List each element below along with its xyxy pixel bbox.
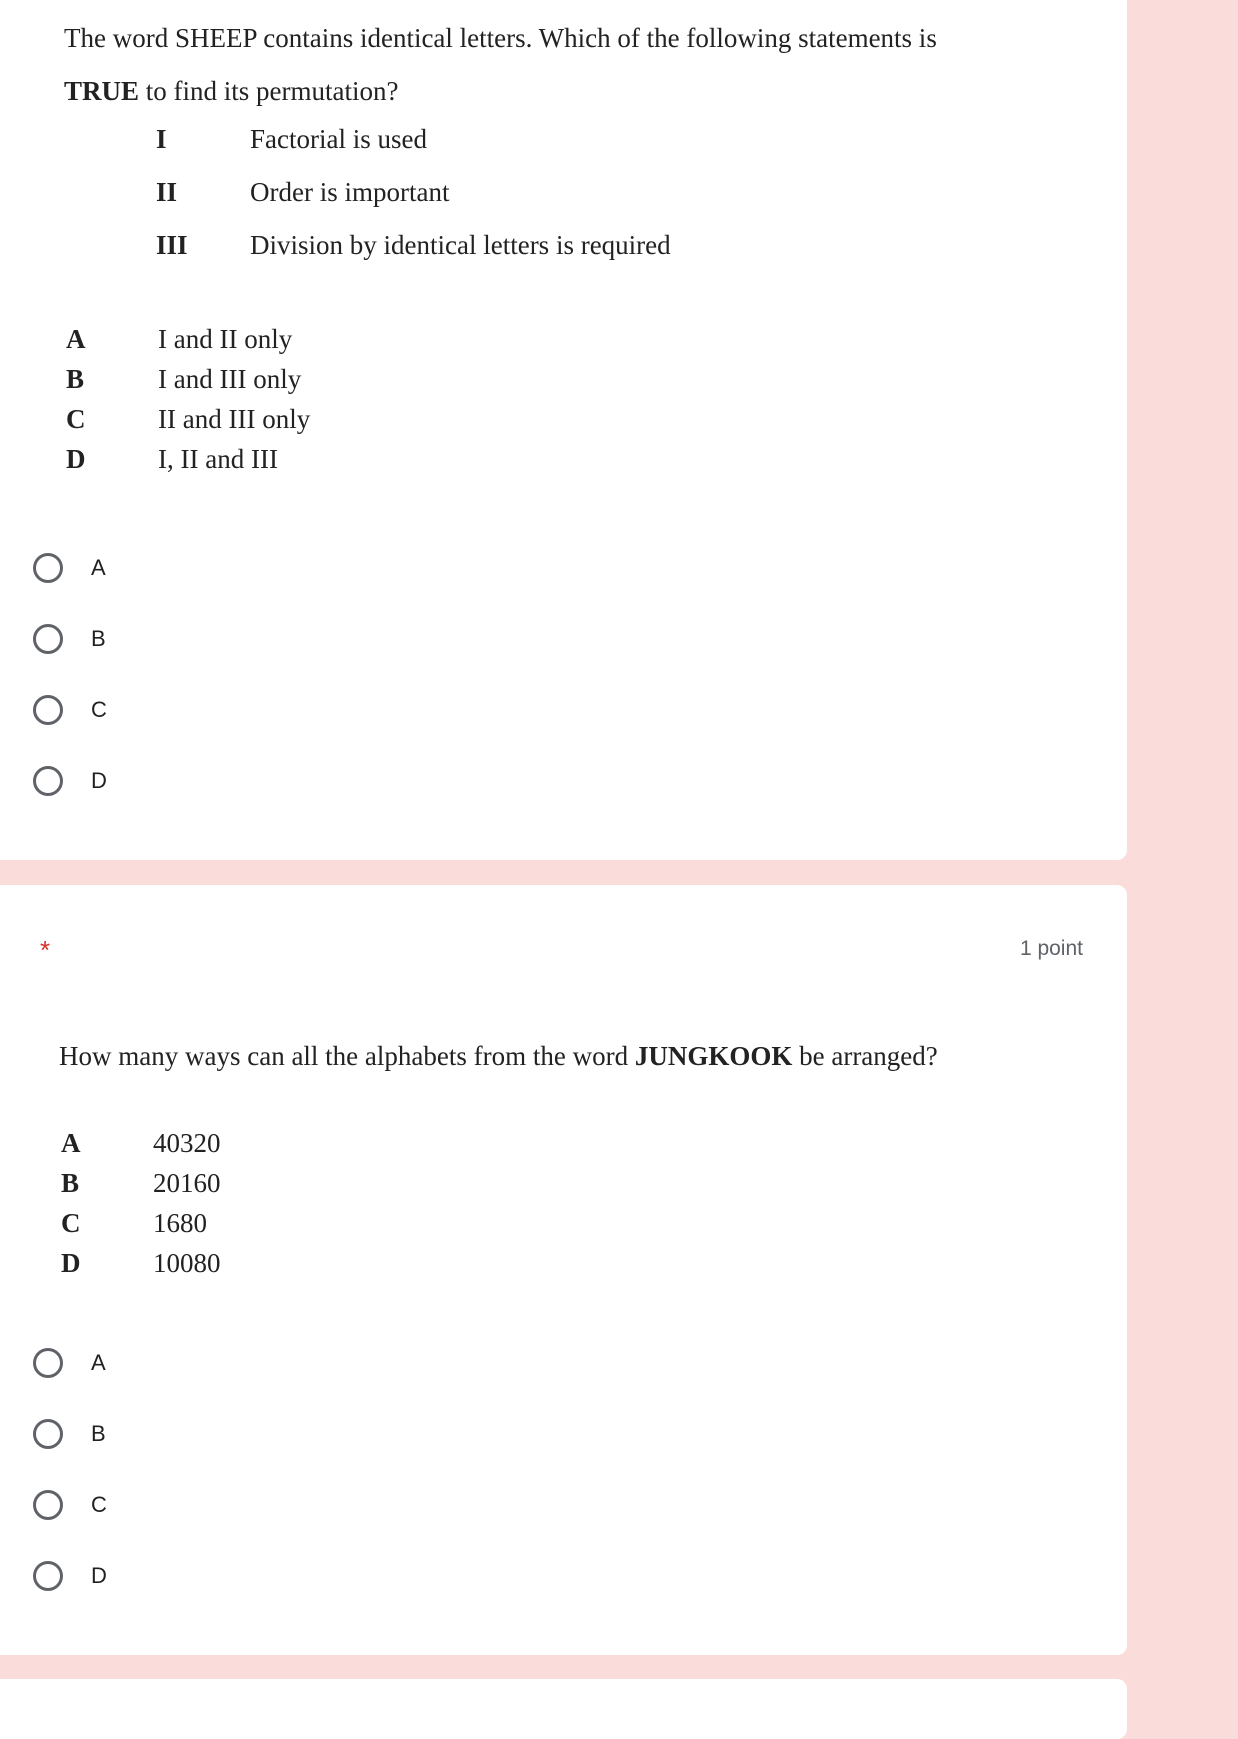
radio-label: A: [91, 555, 106, 580]
option-text: 20160: [153, 1168, 221, 1198]
radio-choice-b[interactable]: [33, 1414, 106, 1454]
option-key: A: [66, 324, 86, 354]
radio-button[interactable]: [33, 624, 63, 654]
radio-button[interactable]: [33, 695, 63, 725]
option-text: I and II only: [158, 324, 293, 354]
option-text: 40320: [153, 1128, 221, 1158]
radio-choice-c[interactable]: [33, 690, 107, 730]
radio-choice-c[interactable]: [33, 1485, 107, 1525]
option-text: I and III only: [158, 364, 302, 394]
question-card-1: [0, 0, 1127, 860]
statement-number: II: [156, 177, 178, 207]
radio-button[interactable]: [33, 1490, 63, 1520]
statement-text: Division by identical letters is required: [250, 230, 671, 260]
radio-choice-b[interactable]: [33, 619, 106, 659]
radio-button[interactable]: [33, 1348, 63, 1378]
required-asterisk: *: [40, 935, 51, 965]
question-line-2: to find its permutation?: [139, 76, 399, 106]
question-text-before: How many ways can all the alphabets from the word: [59, 1041, 635, 1071]
question-text-after: be arranged?: [792, 1041, 938, 1071]
radio-label: A: [91, 1350, 106, 1375]
option-key: C: [61, 1208, 81, 1238]
statement-text: Factorial is used: [250, 124, 427, 154]
radio-button[interactable]: [33, 553, 63, 583]
question-line-1: The word SHEEP contains identical letters. Which of the following statements is: [64, 23, 937, 53]
radio-choice-a[interactable]: [33, 548, 106, 588]
radio-choice-d[interactable]: [33, 761, 107, 801]
option-key: B: [61, 1168, 80, 1198]
question-text: [64, 12, 1064, 118]
statement-number: III: [156, 230, 188, 260]
option-key: D: [61, 1248, 81, 1278]
option-text: 10080: [153, 1248, 221, 1278]
radio-label: D: [91, 768, 107, 793]
radio-label: C: [91, 1492, 107, 1517]
points-label: 1 point: [1019, 937, 1083, 960]
radio-label: B: [91, 1421, 106, 1446]
option-text: II and III only: [158, 404, 311, 434]
question-bold-word: JUNGKOOK: [634, 1041, 793, 1071]
option-key: B: [66, 364, 85, 394]
option-text: 1680: [153, 1208, 207, 1238]
option-key: C: [66, 404, 86, 434]
radio-label: D: [91, 1563, 107, 1588]
radio-button[interactable]: [33, 1561, 63, 1591]
radio-button[interactable]: [33, 766, 63, 796]
question-card-3: [0, 1679, 1127, 1739]
radio-label: C: [91, 697, 107, 722]
radio-button[interactable]: [33, 1419, 63, 1449]
question-bold-word: TRUE: [64, 76, 140, 106]
option-key: D: [66, 444, 86, 474]
statement-number: I: [156, 124, 167, 154]
radio-label: B: [91, 626, 106, 651]
question-card-2: [0, 885, 1127, 1655]
question-text: [59, 1038, 1059, 1074]
option-text: I, II and III: [158, 444, 278, 474]
radio-choice-a[interactable]: [33, 1343, 106, 1383]
option-key: A: [61, 1128, 81, 1158]
radio-choice-d[interactable]: [33, 1556, 107, 1596]
statement-text: Order is important: [250, 177, 450, 207]
